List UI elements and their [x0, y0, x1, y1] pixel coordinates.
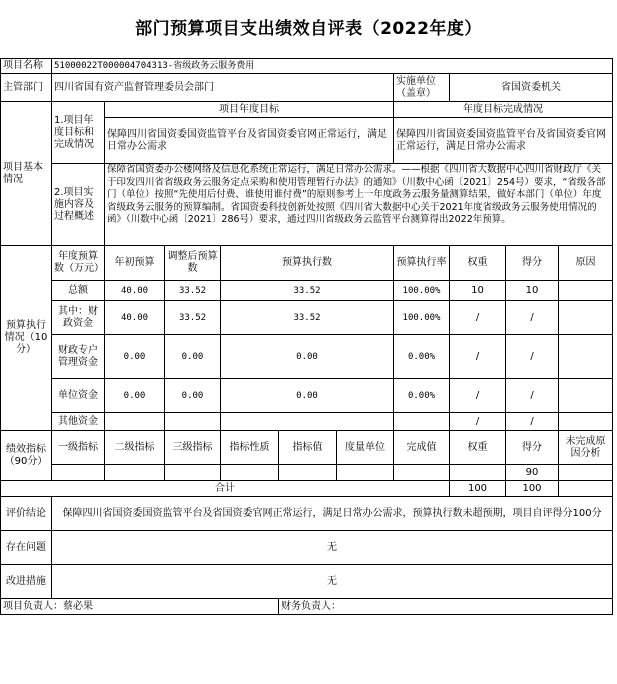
- budget-row-name: 其他资金: [52, 413, 105, 431]
- budget-label: 预算执行情况（10分）: [1, 246, 52, 431]
- dept-value: 四川省国有资产监督管理委员会部门: [52, 74, 394, 102]
- issues-label: 存在问题: [1, 531, 52, 565]
- budget-row-name: 总额: [52, 281, 105, 301]
- budget-row-reason: [559, 281, 613, 301]
- budget-row-initial: 0.00: [105, 379, 165, 413]
- perf-h-level1: 一级指标: [52, 431, 105, 465]
- budget-row-adjusted: 0.00: [165, 335, 221, 379]
- content-text: 保障省国资委办公楼网络及信息化系统正常运行，满足日常办公需求。——根据《四川省大数据中心四川省财政厅《关于印发四川省省级政务云服务定点采购和使用管理暂行办法》的通知》（川数中心函〔2021〕254号）要求，“省级各部门（单位）按照“先使用后付费、谁使用谁付费”的原则参考上一年度政务云服务量测算结果，做好本部门（单位）年度省级政务云服务的预算编制。省国资委科技创新处按照《四川省大数据中心关于2021年度省级政务云服务使用情况的函》（川数中心函〔2021〕286号）要求，通过四川省级政务云监管平台测算得出2022年预算。: [105, 164, 613, 246]
- budget-row-exec: 33.52: [221, 301, 394, 335]
- budget-row-score: /: [506, 335, 559, 379]
- perf-h-done: 完成值: [394, 431, 450, 465]
- measures-label: 改进措施: [1, 565, 52, 599]
- goal-text: 保障四川省国资委国资监管平台及省国资委官网正常运行，满足日常办公需求: [105, 118, 394, 164]
- done-text: 保障四川省国资委国资监管平台及省国资委官网正常运行，满足日常办公需求: [394, 118, 613, 164]
- impl-unit-label: 实施单位 （盖章）: [394, 74, 450, 102]
- conclusion-value: 保障四川省国资委国资监管平台及省国资委官网正常运行，满足日常办公需求，预算执行数未超预期，项目自评得分100分: [52, 497, 613, 531]
- budget-row-initial: 0.00: [105, 335, 165, 379]
- evaluation-table: [0, 58, 613, 615]
- budget-row-exec: 0.00: [221, 335, 394, 379]
- project-name-label: 项目名称: [1, 59, 52, 74]
- perf-score: 90: [506, 465, 559, 481]
- goal-header: 项目年度目标: [105, 102, 394, 118]
- budget-row-weight: /: [450, 335, 506, 379]
- perf-h-weight: 权重: [450, 431, 506, 465]
- perf-h-level3: 三级指标: [165, 431, 221, 465]
- conclusion-label: 评价结论: [1, 497, 52, 531]
- budget-row-rate: 0.00%: [394, 335, 450, 379]
- budget-row-reason: [559, 301, 613, 335]
- budget-row-rate: [394, 413, 450, 431]
- page-title: 部门预算项目支出绩效自评表（2022年度）: [135, 19, 482, 39]
- budget-row-name: 单位资金: [52, 379, 105, 413]
- budget-row-weight: /: [450, 379, 506, 413]
- budget-row-name: 其中：财政资金: [52, 301, 105, 335]
- perf-h-value: 指标值: [279, 431, 337, 465]
- budget-row-exec: [221, 413, 394, 431]
- perf-label: 绩效指标（90分）: [1, 431, 52, 481]
- budget-h-score: 得分: [506, 246, 559, 281]
- budget-row-reason: [559, 413, 613, 431]
- budget-h-rate: 预算执行率: [394, 246, 450, 281]
- budget-row-adjusted: 0.00: [165, 379, 221, 413]
- budget-row-weight: 10: [450, 281, 506, 301]
- budget-row-name: 财政专户管理资金: [52, 335, 105, 379]
- budget-row-initial: 40.00: [105, 301, 165, 335]
- perf-h-unit: 度量单位: [337, 431, 394, 465]
- goal-label: 1.项目年度目标和完成情况: [52, 102, 105, 164]
- project-leader: 项目负责人：蔡必果: [1, 599, 279, 615]
- budget-row-adjusted: 33.52: [165, 281, 221, 301]
- perf-h-level2: 二级指标: [105, 431, 165, 465]
- budget-row-reason: [559, 335, 613, 379]
- issues-value: 无: [52, 531, 613, 565]
- content-label: 2.项目实施内容及过程概述: [52, 164, 105, 246]
- total-weight: 100: [450, 481, 506, 497]
- budget-row-rate: 100.00%: [394, 301, 450, 335]
- budget-row-initial: [105, 413, 165, 431]
- basic-info-label: 项目基本情况: [1, 102, 52, 246]
- budget-row-weight: /: [450, 413, 506, 431]
- project-name-value: 51000022T000004704313-省级政务云服务费用: [52, 59, 613, 74]
- budget-h-amount: 年度预算数（万元）: [52, 246, 105, 281]
- measures-value: 无: [52, 565, 613, 599]
- budget-row-adjusted: 33.52: [165, 301, 221, 335]
- budget-row-score: 10: [506, 281, 559, 301]
- budget-row-score: /: [506, 379, 559, 413]
- dept-label: 主管部门: [1, 74, 52, 102]
- finance-leader: 财务负责人：: [279, 599, 613, 615]
- budget-h-reason: 原因: [559, 246, 613, 281]
- perf-h-nature: 指标性质: [221, 431, 279, 465]
- budget-row-score: /: [506, 413, 559, 431]
- budget-row-initial: 40.00: [105, 281, 165, 301]
- perf-h-reason: 未完成原因分析: [559, 431, 613, 465]
- budget-row-rate: 0.00%: [394, 379, 450, 413]
- budget-row-exec: 0.00: [221, 379, 394, 413]
- done-header: 年度目标完成情况: [394, 102, 613, 118]
- budget-h-weight: 权重: [450, 246, 506, 281]
- budget-h-initial: 年初预算: [105, 246, 165, 281]
- total-score: 100: [506, 481, 559, 497]
- total-label: 合计: [1, 481, 450, 497]
- budget-row-score: /: [506, 301, 559, 335]
- budget-row-reason: [559, 379, 613, 413]
- budget-row-rate: 100.00%: [394, 281, 450, 301]
- impl-unit-value: 省国资委机关: [450, 74, 613, 102]
- budget-row-adjusted: [165, 413, 221, 431]
- budget-h-adjusted: 调整后预算数: [165, 246, 221, 281]
- budget-row-weight: /: [450, 301, 506, 335]
- budget-row-exec: 33.52: [221, 281, 394, 301]
- budget-h-exec: 预算执行数: [221, 246, 394, 281]
- perf-h-score: 得分: [506, 431, 559, 465]
